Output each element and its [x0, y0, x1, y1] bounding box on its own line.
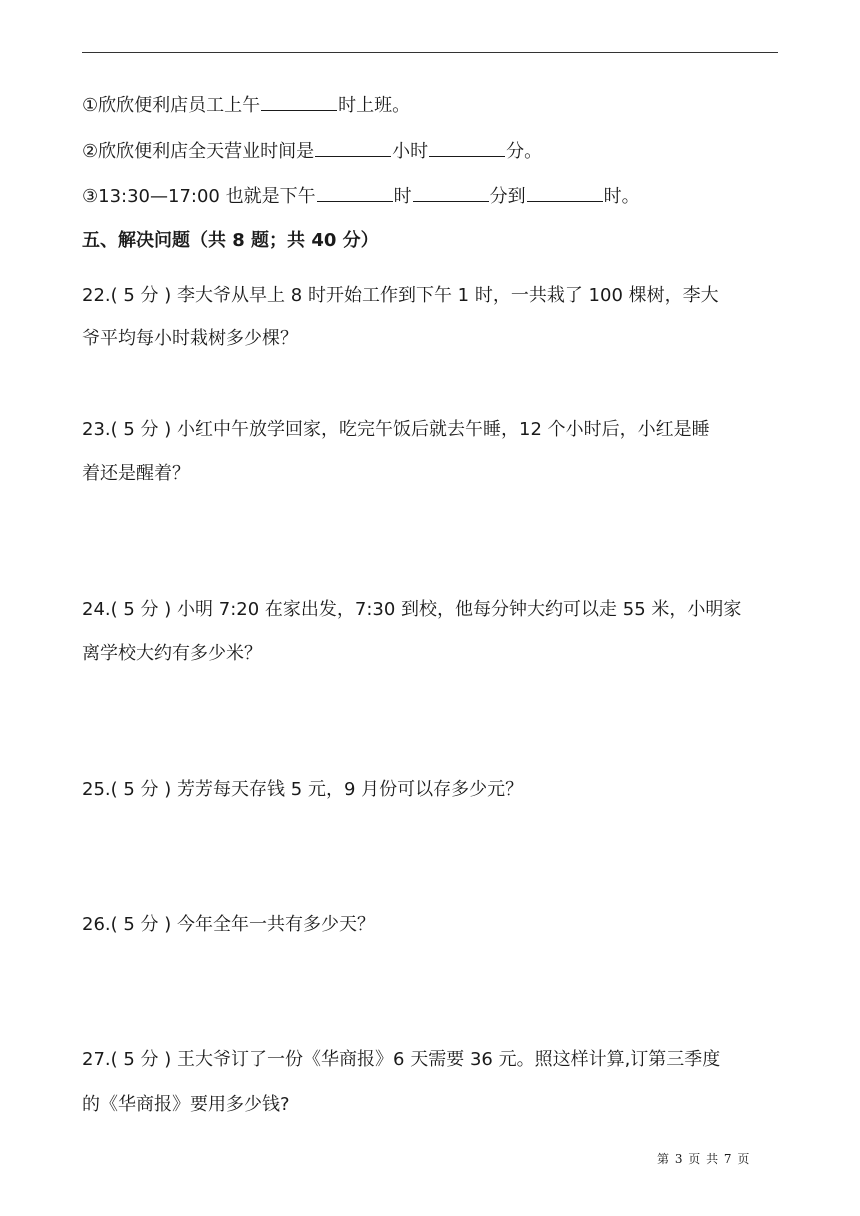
- question-27-line2: 的《华商报》要用多少钱?: [82, 1094, 290, 1115]
- question-text: 李大爷从早上 8 时开始工作到下午 1 时，一共栽了 100 棵树，李大: [177, 285, 719, 306]
- page-number: 第 3 页 共 7 页: [657, 1152, 751, 1166]
- question-text: 小明 7:20 在家出发，7:30 到校，他每分钟大约可以走 55 米，小明家: [177, 599, 742, 620]
- sub-question-2: [82, 138, 542, 164]
- question-score: ( 5 分 ): [110, 779, 172, 800]
- sub-question-marker: ③: [82, 186, 99, 207]
- sub-question-text: 时。: [603, 186, 640, 207]
- sub-question-marker: ②: [82, 141, 99, 162]
- answer-blank[interactable]: [413, 183, 489, 202]
- header-rule: [82, 52, 778, 53]
- answer-blank[interactable]: [315, 138, 391, 157]
- question-text: 芳芳每天存钱 5 元，9 月份可以存多少元？: [177, 779, 524, 800]
- sub-question-text: 小时: [392, 141, 429, 162]
- question-number: 27.: [82, 1049, 111, 1070]
- question-number: 24.: [82, 599, 111, 620]
- question-26-line1: [82, 913, 375, 937]
- question-score: ( 5 分 ): [110, 285, 172, 306]
- question-text: 王大爷订了一份《华商报》6 天需要 36 元。照这样计算,订第三季度: [177, 1049, 721, 1070]
- question-24-line2: 离学校大约有多少米？: [82, 643, 262, 664]
- answer-blank[interactable]: [261, 92, 337, 111]
- question-number: 23.: [82, 419, 111, 440]
- answer-blank[interactable]: [527, 183, 603, 202]
- section-title: 五、解决问题（共 8 题；共 40 分）: [82, 230, 379, 251]
- question-23-line2: 着还是醒着？: [82, 463, 190, 484]
- question-score: ( 5 分 ): [110, 419, 172, 440]
- sub-question-text: 分。: [506, 141, 543, 162]
- answer-blank[interactable]: [317, 183, 393, 202]
- question-27-line1: [82, 1048, 720, 1072]
- question-score: ( 5 分 ): [110, 1049, 172, 1070]
- sub-question-3: [82, 183, 640, 209]
- question-23-line1: [82, 418, 710, 442]
- question-25-line1: [82, 778, 523, 802]
- sub-question-marker: ①: [82, 95, 99, 116]
- question-score: ( 5 分 ): [110, 914, 172, 935]
- question-text: 小红中午放学回家，吃完午饭后就去午睡，12 个小时后，小红是睡: [177, 419, 710, 440]
- sub-question-text: 时: [393, 186, 412, 207]
- sub-question-text: 分到: [489, 186, 526, 207]
- answer-blank[interactable]: [429, 138, 505, 157]
- question-22-line1: [82, 284, 719, 308]
- question-22-line2: 爷平均每小时栽树多少棵？: [82, 328, 298, 349]
- question-number: 25.: [82, 779, 111, 800]
- sub-question-text: 欣欣便利店全天营业时间是: [98, 141, 315, 162]
- question-number: 26.: [82, 914, 111, 935]
- sub-question-text: 时上班。: [338, 95, 411, 116]
- question-number: 22.: [82, 285, 111, 306]
- question-score: ( 5 分 ): [110, 599, 172, 620]
- question-text: 今年全年一共有多少天？: [177, 914, 376, 935]
- question-24-line1: [82, 598, 741, 622]
- sub-question-text: 欣欣便利店员工上午: [98, 95, 261, 116]
- sub-question-1: [82, 92, 410, 118]
- sub-question-text: 13:30—17:00 也就是下午: [98, 186, 316, 207]
